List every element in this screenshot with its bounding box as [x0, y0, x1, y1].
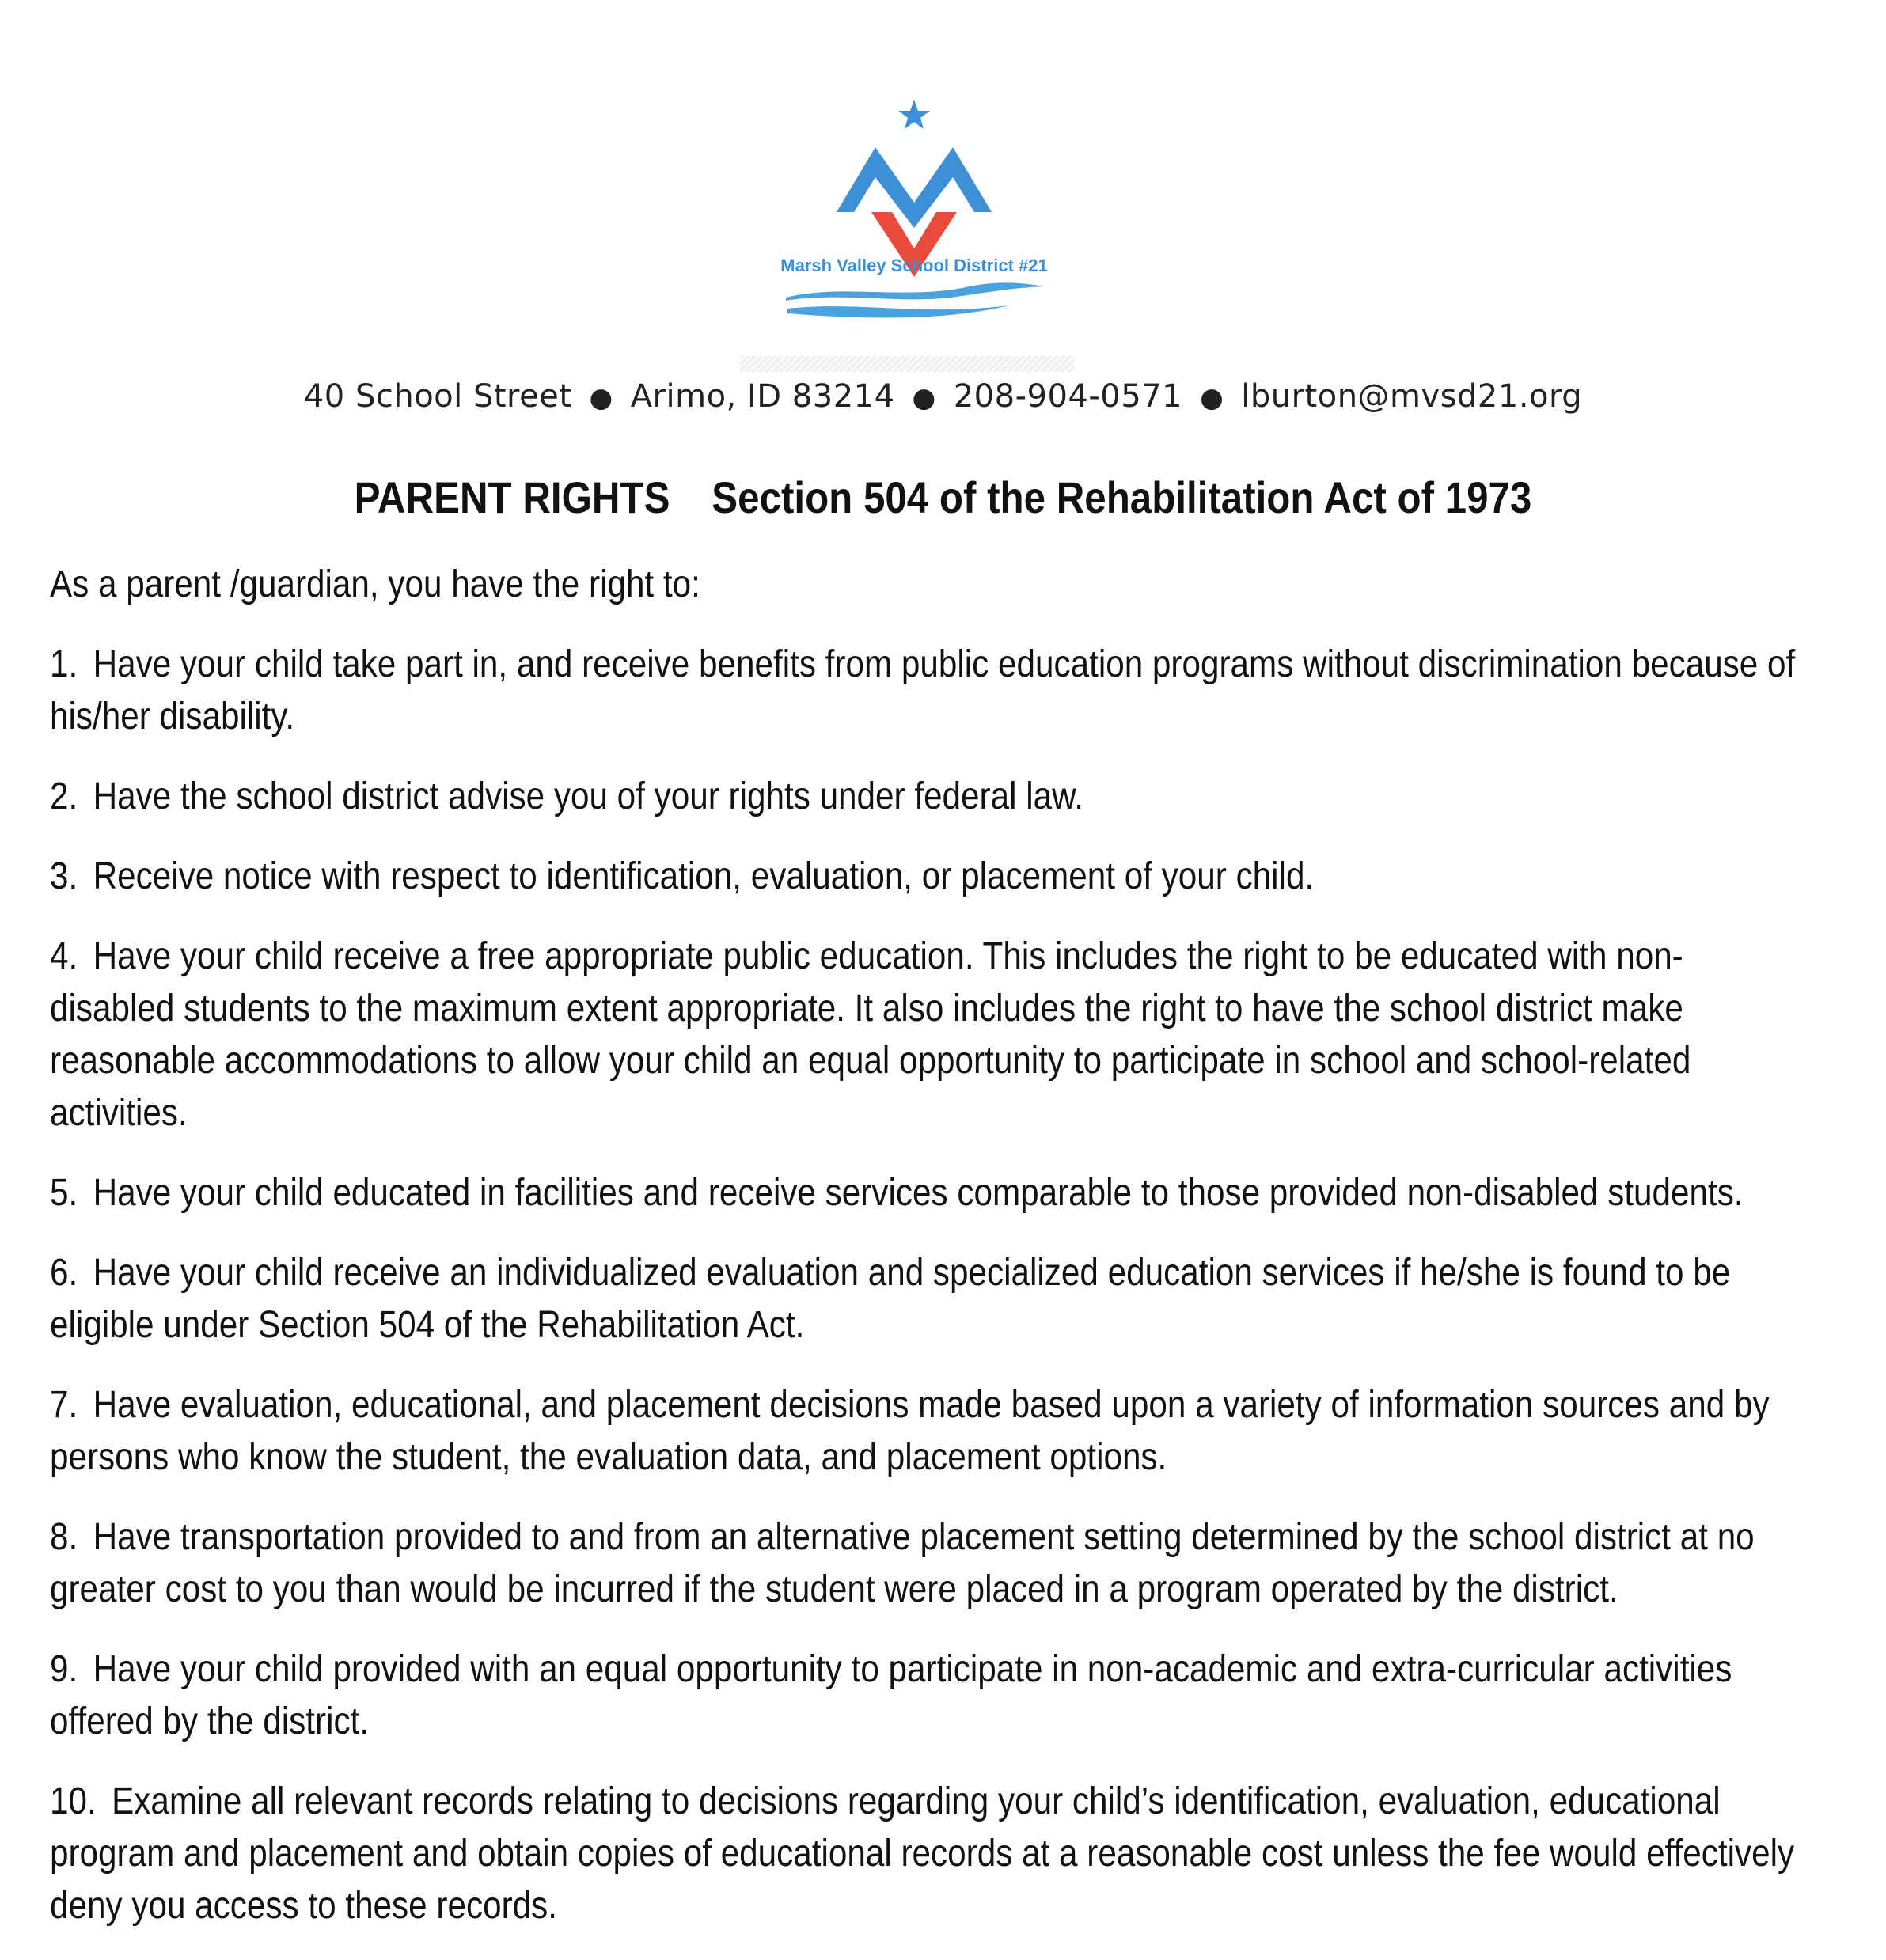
logo-underline: [740, 356, 1074, 372]
star-icon: [898, 100, 930, 129]
list-item: 9. Have your child provided with an equal opportunity to participate in non-academic and extra-curricular activities offered by the district.: [50, 1648, 1732, 1742]
mountain-m-icon: [837, 147, 992, 228]
district-logo-graphic: [772, 93, 1057, 323]
list-item: 3. Receive notice with respect to identification, evaluation, or placement of your child.: [50, 855, 1315, 897]
bullet-separator: ●: [912, 382, 936, 414]
district-logo: [772, 93, 1057, 323]
list-item: 10. Examine all relevant records relating to decisions regarding your child’s identification, evaluation, educational program and placement and obtain copies of educational records at a reasonable cost unless the fee would effectively deny you access to these records.: [50, 1780, 1795, 1927]
page-title: [113, 472, 1773, 523]
list-item: 2. Have the school district advise you of your rights under federal law.: [50, 775, 1084, 817]
list-item: 1. Have your child take part in, and receive benefits from public education programs without discrimination because of his/her disability.: [50, 643, 1796, 737]
rights-body: [50, 559, 1805, 1960]
contact-line: [0, 378, 1886, 415]
logo-text: Marsh Valley School District #21: [780, 256, 1048, 275]
title-left: PARENT RIGHTS: [354, 472, 670, 522]
list-item: 7. Have evaluation, educational, and placement decisions made based upon a variety of information sources and by persons who know the student, the evaluation data, and placement options.: [50, 1384, 1770, 1478]
list-item: 5. Have your child educated in facilities and receive services comparable to those provided non-disabled students.: [50, 1172, 1744, 1214]
city-state-zip: Arimo, ID 83214: [630, 378, 895, 415]
wave-icon: [786, 282, 1045, 301]
intro-text: As a parent /guardian, you have the right to:: [50, 563, 700, 605]
bullet-separator: ●: [1200, 382, 1224, 414]
phone-number: 208-904-0571: [953, 378, 1183, 415]
email-address: lburton@mvsd21.org: [1241, 378, 1583, 415]
list-item: 4. Have your child receive a free appropriate public education. This includes the right to be educated with non-disabled students to the maximum extent appropriate. It also includes the right to have the school district make reasonable accommodations to allow your child an equal opportunity to participate in school and school-related activities.: [50, 935, 1691, 1134]
list-item: 6. Have your child receive an individualized evaluation and specialized education services if he/she is found to be eligible under Section 504 of the Rehabilitation Act.: [50, 1252, 1731, 1346]
list-item: 8. Have transportation provided to and from an alternative placement setting determined by the school district at no greater cost to you than would be incurred if the student were placed in a program operated by the district.: [50, 1516, 1755, 1610]
wave-icon-lower: [787, 305, 1009, 317]
bullet-separator: ●: [589, 382, 613, 414]
street-address: 40 School Street: [303, 378, 572, 415]
title-right: Section 504 of the Rehabilitation Act of 1973: [712, 472, 1532, 522]
